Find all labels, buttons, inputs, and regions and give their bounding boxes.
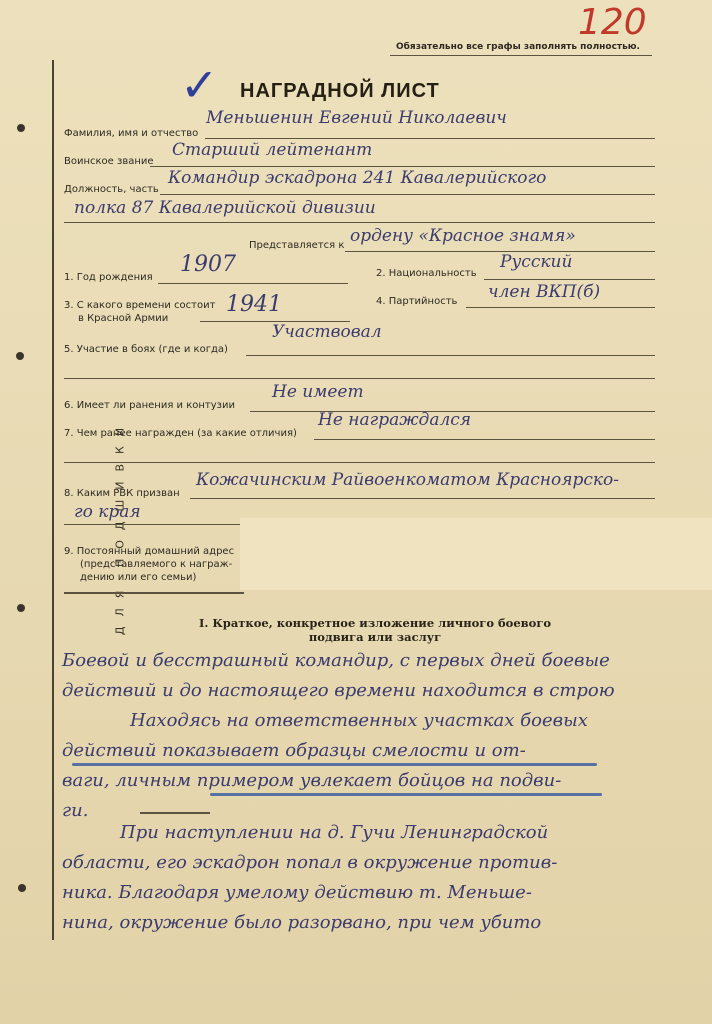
blue-underline [72,763,597,766]
rank-label: Воинское звание [64,156,154,167]
address-bottom-rule [64,592,244,594]
awarded-label: 7. Чем ранее награжден (за какие отличия) [64,428,297,439]
army-since-value: 1941 [226,292,282,317]
binding-line [52,60,54,940]
nationality-label: 2. Национальность [376,268,477,279]
birth-year-line [158,283,348,284]
nationality-value: Русский [500,252,573,272]
party-value: член ВКП(б) [488,282,601,302]
check-mark-icon: ✓ [180,58,219,112]
blue-underline [210,793,602,796]
name-line [205,138,655,139]
citation-line: Находясь на ответственных участках боевых [130,710,588,731]
rank-line [150,166,655,167]
wounds-label: 6. Имеет ли ранения и контузии [64,400,235,411]
party-line [466,307,655,308]
citation-line: действий показывает образцы смелости и от- [62,740,526,761]
citation-line: действий и до настоящего времени находится в строю [62,680,615,701]
citation-line: нина, окружение было разорвано, при чем убито [62,912,542,933]
wounds-value: Не имеет [272,382,364,402]
rvk-label: 8. Каким РВК призван [64,488,180,499]
name-label: Фамилия, имя и отчество [64,128,199,139]
redacted-area [240,518,712,590]
position-value-line1: Командир эскадрона 241 Кавалерийского [168,168,547,188]
position-value-line2: полка 87 Кавалерийской дивизии [74,198,376,218]
binding-hole [17,604,25,612]
position-line2 [64,222,655,223]
address-label-line1: 9. Постоянный домашний адрес [64,546,235,557]
address-label-line2: (представляемого к награж- [80,559,233,570]
battles-value: Участвовал [272,322,382,342]
position-label: Должность, часть [64,184,159,195]
presented-label: Представляется к [249,240,345,251]
citation-short-rule [140,812,210,814]
birth-year-value: 1907 [180,252,236,277]
citation-line: ника. Благодаря умелому действию т. Меньше- [62,882,532,903]
awarded-line-extra [64,462,655,463]
nationality-line [484,279,655,280]
rvk-value-line2: го края [74,502,141,522]
address-label-line3: дению или его семьи) [80,572,197,583]
position-line1 [160,194,655,195]
citation-line: области, его эскадрон попал в окружение против- [62,852,558,873]
citation-line: При наступлении на д. Гучи Ленинградской [120,822,549,843]
party-label: 4. Партийность [376,296,458,307]
section-heading-line2: подвига или заслуг [308,630,442,644]
army-since-label-line2: в Красной Армии [78,313,169,324]
rank-value: Старший лейтенант [172,140,373,160]
citation-line: Боевой и бесстрашный командир, с первых дней боевые [62,650,610,671]
binding-hole [17,124,25,132]
battles-line [246,355,655,356]
army-since-label-line1: 3. С какого времени состоит [64,300,216,311]
name-value: Меньшенин Евгений Николаевич [206,108,507,128]
notice-text: Обязательно все графы заполнять полностью. [396,42,640,52]
page-number: 120 [578,2,647,43]
document-title: НАГРАДНОЙ ЛИСТ [240,80,440,102]
rvk-line1 [190,498,655,499]
citation-line: ваги, личным примером увлекает бойцов на подви- [62,770,562,791]
notice-underline [390,55,652,56]
side-binding-text: ДЛЯ ПОДШИВКИ [113,417,127,636]
binding-hole [16,352,24,360]
birth-year-label: 1. Год рождения [64,272,153,283]
awarded-line [314,439,655,440]
battles-label: 5. Участие в боях (где и когда) [64,344,228,355]
awarded-value: Не награждался [318,410,472,430]
section-heading-line1: I. Краткое, конкретное изложение личного боевого [198,616,552,630]
presented-value: ордену «Красное знамя» [350,226,576,246]
rvk-value-line1: Кожачинским Райвоенкоматом Красноярско- [196,470,619,490]
citation-line: ги. [62,800,89,821]
binding-hole [18,884,26,892]
battles-line-extra [64,378,655,379]
